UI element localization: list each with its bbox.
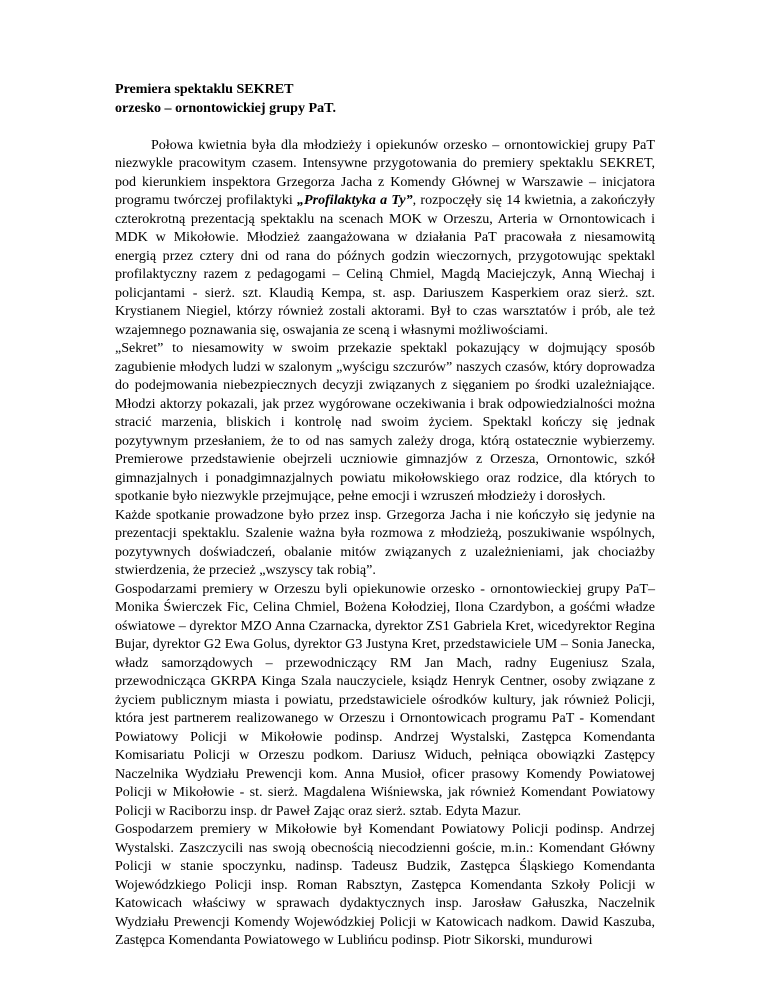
paragraph-1 [115, 136, 655, 340]
program-name-emphasis: „Profilaktyka a Ty” [297, 192, 413, 208]
document-page [115, 80, 655, 950]
document-title-line-1: Premiera spektaklu SEKRET [115, 81, 294, 97]
blank-line [115, 117, 655, 136]
paragraph-2: „Sekret” to niesamowity w swoim przekazie spektakl pokazujący w dojmujący sposób zagubienie młodych ludzi w szalonym „wyścigu szczurów” naszych czasów, który doprowadza do podejmowania niebezpiecznych decyzji związanych z sięganiem po środki uzależniające. Młodzi aktorzy pokazali, jak przez wygórowane oczekiwania i brak odpowiedzialności można stracić marzenia, bliskich i kontrolę nad swoim życiem. Spektakl kończy się jednak pozytywnym przesłaniem, że to od nas samych zależy droga, którą ostatecznie wybierzemy. Premierowe przedstawienie obejrzeli uczniowie gimnazjów z Orzesza, Ornontowic, szkół gimnazjalnych i ponadgimnazjalnych powiatu mikołowskiego oraz rodzice, dla których to spotkanie było niezwykle przejmujące, pełne emocji i wzruszeń młodzieży i dorosłych. [115, 340, 655, 504]
document-title-line-2: orzesko – ornontowickiej grupy PaT. [115, 99, 336, 116]
paragraph-3: Każde spotkanie prowadzone było przez insp. Grzegorza Jacha i nie kończyło się jedynie na prezentacji spektaklu. Szalenie ważna była rozmowa z młodzieżą, poszukiwanie wspólnych, pozytywnych doświadczeń, obalanie mitów związanych z uzależnieniami, jak chociażby stwierdzenia, że przecież „wszyscy tak robią”. [115, 506, 655, 578]
paragraph-1-text-before: Połowa kwietnia była dla młodzieży i opiekunów orzesko – ornontowickiej grupy PaT niezwykle pracowitym czasem. Intensywne przygotowania do premiery spektaklu SEKRET, pod kierunkiem inspektora Grzegorza Jacha z Komendy Głównej w Warszawie – inicjatora programu twórczej profilaktyki [115, 136, 655, 208]
paragraph-4: Gospodarzami premiery w Orzeszu byli opiekunowie orzesko - ornontowieckiej grupy PaT– Monika Świerczek Fic, Celina Chmiel, Bożena Kołodziej, Ilona Czardybon, a gośćmi władze oświatowe – dyrektor MZO Anna Czarnacka, dyrektor ZS1 Gabriela Kret, wicedyrektor Regina Bujar, dyrektor G2 Ewa Golus, dyrektor G3 Justyna Kret, przedstawiciele UM – Sonia Janecka, władz samorządowych – przewodniczący RM Jan Mach, radny Eugeniusz Szala, przewodnicząca GKRPA Kinga Szala nauczyciele, ksiądz Henryk Centner, osoby związane z życiem publicznym miasta i powiatu, przedstawiciele ośrodków kultury, jak również Policji, która jest partnerem realizowanego w Orzeszu i Ornontowicach programu PaT - Komendant Powiatowy Policji w Mikołowie podinsp. Andrzej Wystalski, Zastępca Komendanta Komisariatu Policji w Orzeszu podkom. Dariusz Widuch, pełniąca obowiązki Zastępcy Naczelnika Wydziału Prewencji kom. Anna Musioł, oficer prasowy Komendy Powiatowej Policji w Mikołowie - st. sierż. Magdalena Wiśniewska, jak również Komendant Powiatowy Policji w Raciborzu insp. dr Paweł Zając oraz sierż. sztab. Edyta Mazur. [115, 580, 655, 819]
paragraph-1-text-after: , rozpoczęły się 14 kwietnia, a zakończyły czterokrotną prezentacją spektaklu na scenach MOK w Orzeszu, Arteria w Ornontowicach i MDK w Mikołowie. Młodzież zaangażowana w działania PaT pracowała z niesamowitą energią przez cztery dni od rana do późnych godzin wieczornych, przygotowując spektakl profilaktyczny razem z pedagogami – Celiną Chmiel, Magdą Maciejczyk, Anną Wiechaj i policjantami - sierż. szt. Klaudią Kempa, st. asp. Dariuszem Kasperkiem oraz sierż. szt. Krystianem Niegiel, którzy również zostali aktorami. Był to czas warsztatów i prób, ale też wzajemnego poznawania się, oswajania ze sceną i własnymi możliwościami. [115, 192, 655, 338]
paragraph-5: Gospodarzem premiery w Mikołowie był Komendant Powiatowy Policji podinsp. Andrzej Wystalski. Zaszczycili nas swoją obecnością niecodzienni goście, m.in.: Komendant Główny Policji w stanie spoczynku, nadinsp. Tadeusz Budzik, Zastępca Śląskiego Komendanta Wojewódzkiego Policji insp. Roman Rabsztyn, Zastępca Komendanta Szkoły Policji w Katowicach właściwy w sprawach dydaktycznych insp. Jarosław Gałuszka, Naczelnik Wydziału Prewencji Komendy Wojewódzkiej Policji w Katowicach nadkom. Dawid Kaszuba, Zastępca Komendanta Powiatowego w Lublińcu podinsp. Piotr Sikorski, mundurowi [115, 821, 655, 948]
